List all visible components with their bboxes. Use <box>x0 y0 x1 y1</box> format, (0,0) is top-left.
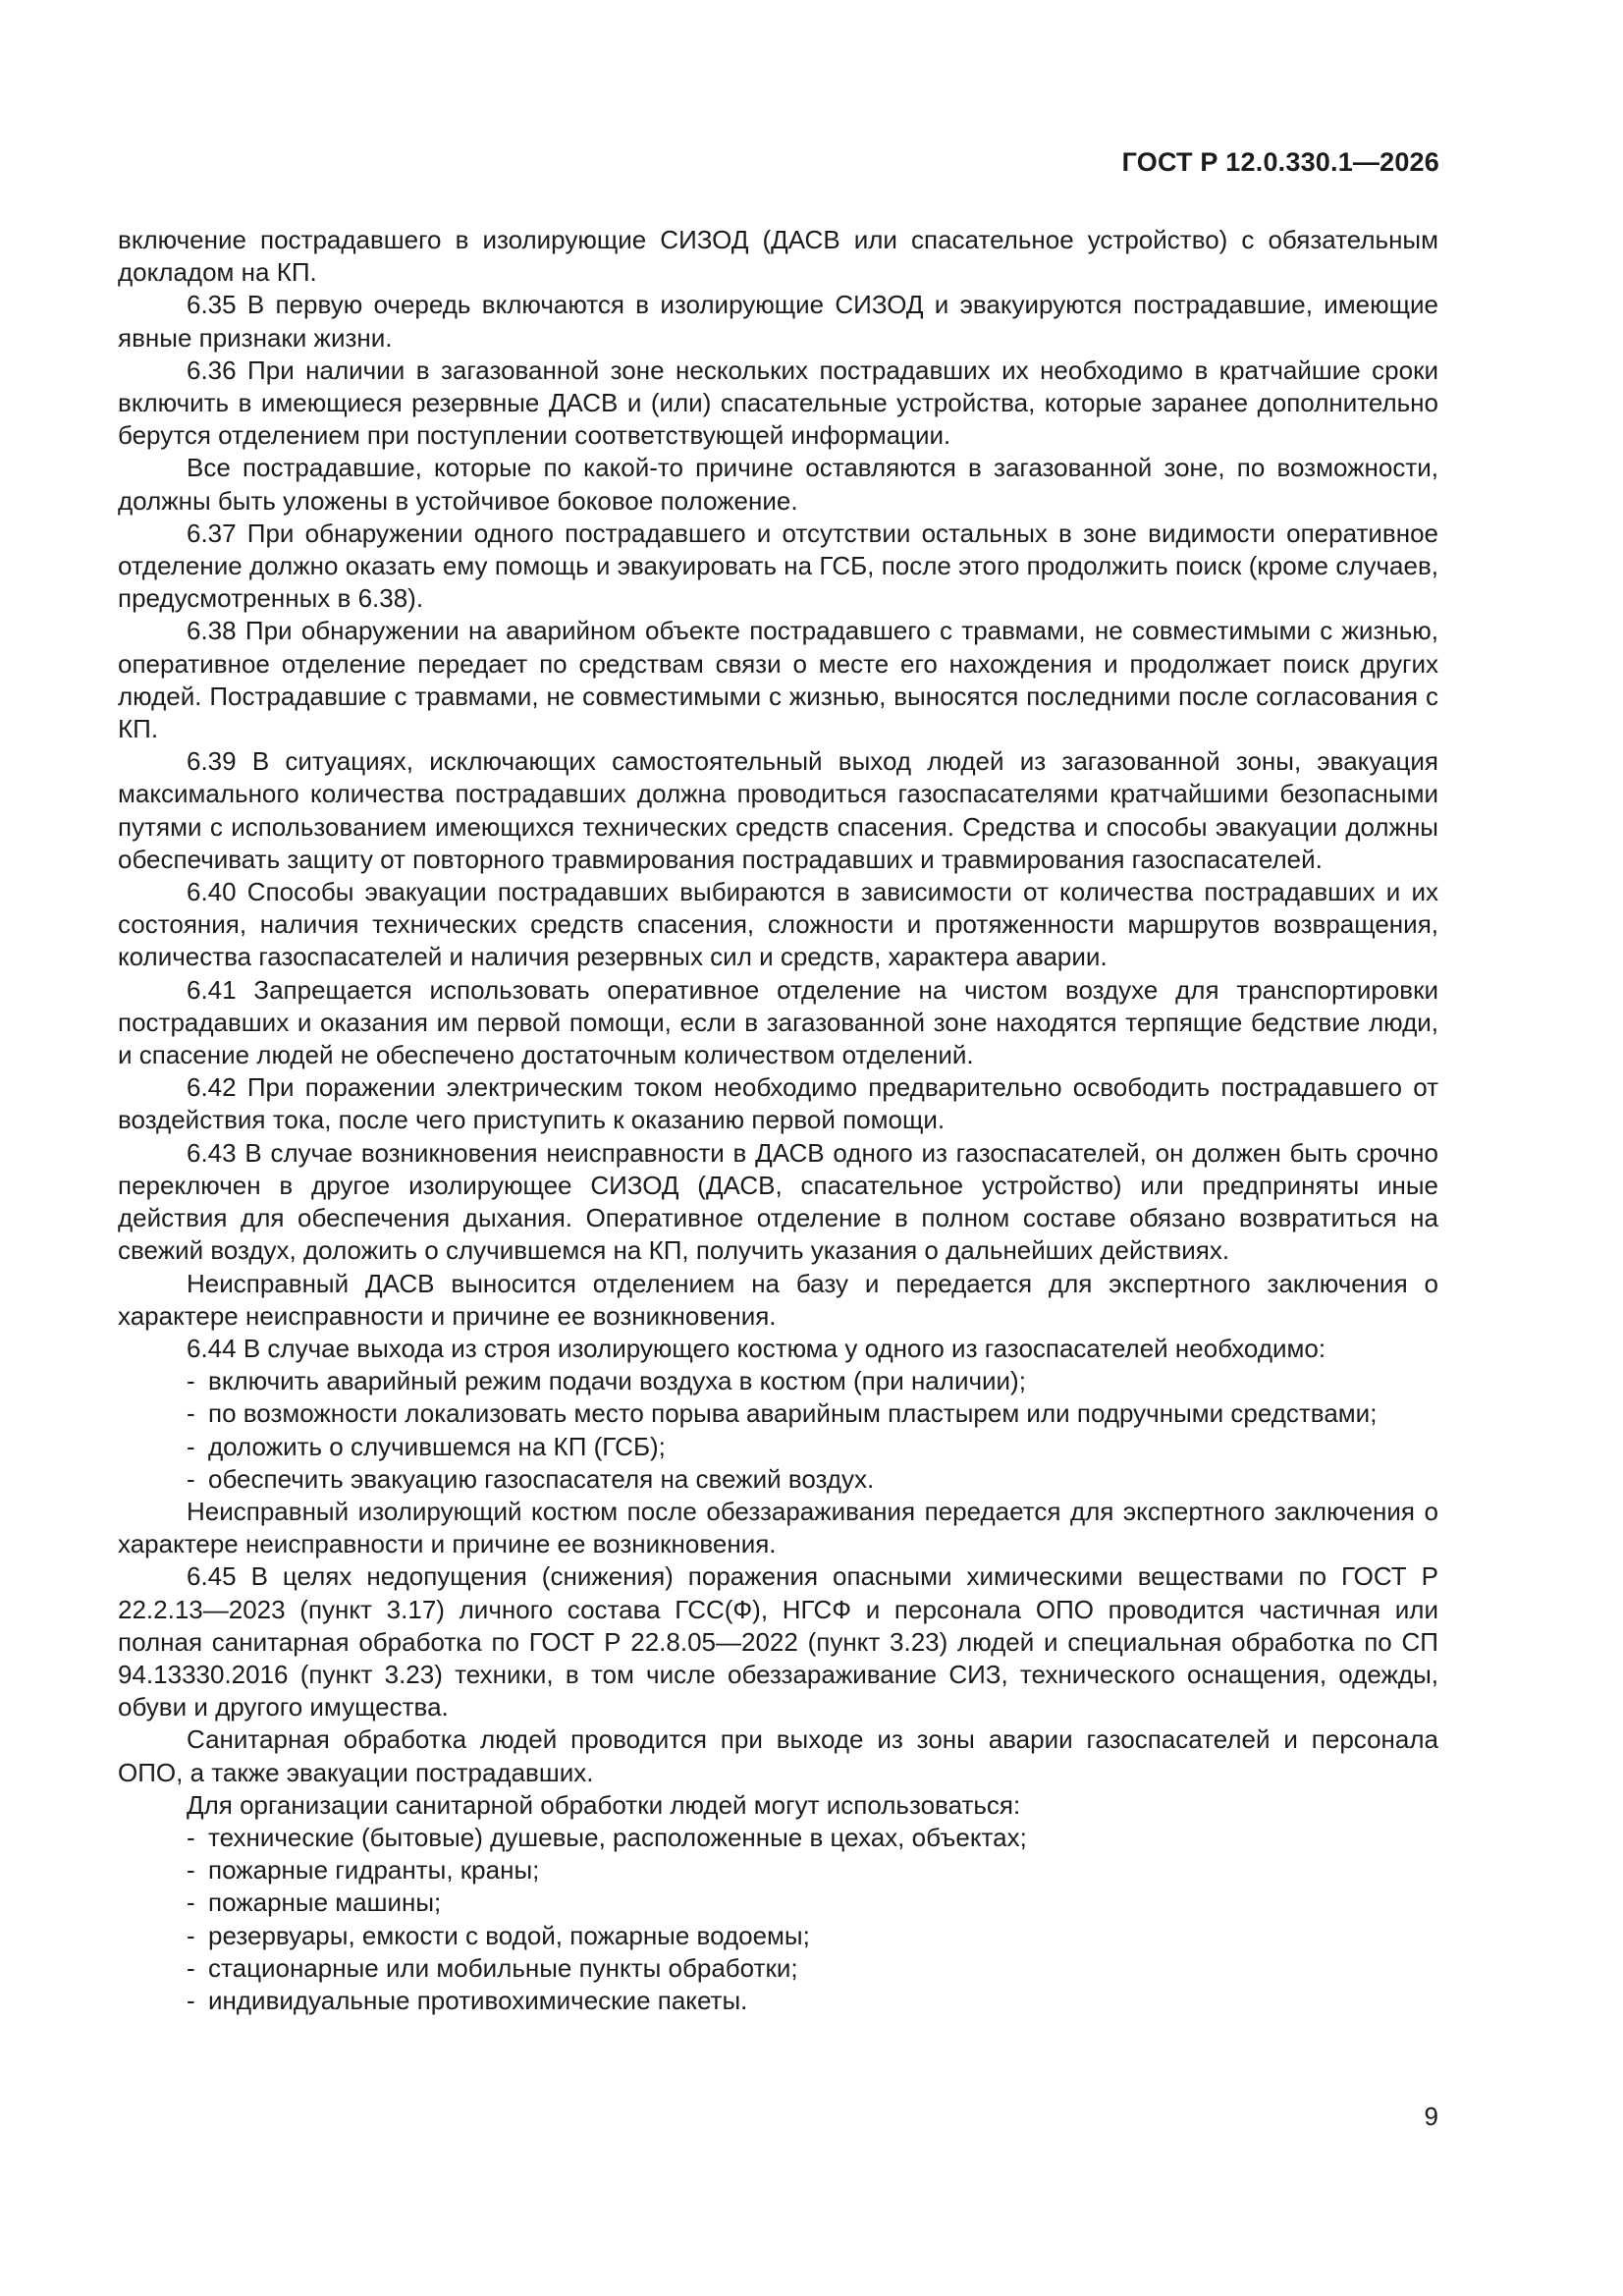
paragraph-6-36-note: Все пострадавшие, которые по какой-то причине оставляются в загазованной зоне, по возможности, должны быть уложены в устойчивое боковое положение. <box>118 453 1438 516</box>
list-marker: - <box>187 1887 195 1918</box>
list-item-text: обеспечить эвакуацию газоспасателя на свежий воздух. <box>208 1463 875 1494</box>
list-marker: - <box>187 1366 195 1396</box>
list-item-text: пожарные машины; <box>208 1887 442 1918</box>
paragraph-6-39: 6.39 В ситуациях, исключающих самостоятельный выход людей из загазованной зоны, эвакуация максимального количества пострадавших должна проводиться газоспасателями кратчайшими безопасными путями с использованием имеющихся технических средств спасения. Средства и способы эвакуации должны обеспечивать защиту от повторного травмирования пострадавших и травмирования газоспасателей. <box>118 746 1438 874</box>
list-item <box>187 1397 1438 1430</box>
paragraph-6-43-note: Неисправный ДАСВ выносится отделением на базу и передается для экспертного заключения о характере неисправности и причине ее возникновения. <box>118 1268 1438 1331</box>
paragraph-6-44-note: Неисправный изолирующий костюм после обеззараживания передается для экспертного заключения о характере неисправности и причине ее возникновения. <box>118 1496 1438 1559</box>
list-item <box>187 1822 1438 1854</box>
list-item <box>187 1431 1438 1463</box>
list-6-44 <box>118 1365 1438 1496</box>
list-item-text: резервуары, емкости с водой, пожарные водоемы; <box>208 1920 810 1950</box>
paragraph-continuation: включение пострадавшего в изолирующие СИЗОД (ДАСВ или спасательное устройство) с обязательным докладом на КП. <box>118 225 1438 288</box>
list-item <box>187 1854 1438 1886</box>
list-item-text: технические (бытовые) душевые, расположенные в цехах, объектах; <box>208 1822 1027 1852</box>
list-marker: - <box>187 1822 195 1852</box>
list-item <box>187 1952 1438 1985</box>
paragraph-6-35: 6.35 В первую очередь включаются в изолирующие СИЗОД и эвакуируются пострадавшие, имеющие явные признаки жизни. <box>118 290 1438 353</box>
paragraph-6-37: 6.37 При обнаружении одного пострадавшего и отсутствии остальных в зоне видимости оперативное отделение должно оказать ему помощь и эвакуировать на ГСБ, после этого продолжить поиск (кроме случаев, предусмотренных в 6.38). <box>118 518 1438 614</box>
list-marker: - <box>187 1855 195 1886</box>
paragraph-6-43: 6.43 В случае возникновения неисправности в ДАСВ одного из газоспасателей, он должен быть срочно переключен в другое изолирующее СИЗОД (ДАСВ, спасательное устройство) или предприняты иные действия для обеспечения дыхания. Оперативное отделение в полном составе обязано возвратиться на свежий воздух, доложить о случившемся на КП, получить указания о дальнейших действиях. <box>118 1137 1438 1266</box>
list-item-text: стационарные или мобильные пункты обработки; <box>208 1952 798 1983</box>
paragraph-6-42: 6.42 При поражении электрическим током необходимо предварительно освободить пострадавшего от воздействия тока, после чего приступить к оказанию первой помощи. <box>118 1072 1438 1135</box>
list-marker: - <box>187 1463 195 1494</box>
list-item-text: доложить о случившемся на КП (ГСБ); <box>208 1431 666 1461</box>
list-marker: - <box>187 1952 195 1983</box>
list-item <box>187 1463 1438 1496</box>
paragraph-6-38: 6.38 При обнаружении на аварийном объекте пострадавшего с травмами, не совместимыми с жизнью, оперативное отделение передает по средствам связи о месте его нахождения и продолжает поиск других людей. Пострадавшие с травмами, не совместимыми с жизнью, выносятся последними после согласования с КП. <box>118 616 1438 744</box>
paragraph-6-45-list-intro: Для организации санитарной обработки людей могут использоваться: <box>187 1789 1021 1820</box>
list-item <box>187 1985 1438 2017</box>
document-code-header: ГОСТ Р 12.0.330.1—2026 <box>1121 147 1439 177</box>
paragraph-6-45-sanitary: Санитарная обработка людей проводится при выходе из зоны аварии газоспасателей и персонала ОПО, а также эвакуации пострадавших. <box>118 1724 1438 1787</box>
list-item-text: включить аварийный режим подачи воздуха в костюм (при наличии); <box>208 1366 1026 1396</box>
list-item <box>187 1920 1438 1952</box>
list-item <box>187 1886 1438 1919</box>
paragraph-6-44: 6.44 В случае выхода из строя изолирующего костюма у одного из газоспасателей необходимо: <box>187 1333 1326 1363</box>
list-item-text: пожарные гидранты, краны; <box>208 1855 540 1886</box>
page-number: 9 <box>1424 2102 1438 2131</box>
paragraph-6-36: 6.36 При наличии в загазованной зоне нескольких пострадавших их необходимо в кратчайшие сроки включить в имеющиеся резервные ДАСВ и (или) спасательные устройства, которые заранее дополнительно берутся отделением при поступлении соответствующей информации. <box>118 355 1438 451</box>
paragraph-6-41: 6.41 Запрещается использовать оперативное отделение на чистом воздухе для транспортировки пострадавших и оказания им первой помощи, если в загазованной зоне находятся терпящие бедствие люди, и спасение людей не обеспечено достаточным количеством отделений. <box>118 974 1438 1070</box>
list-item <box>187 1365 1438 1397</box>
list-item-text: по возможности локализовать место порыва аварийным пластырем или подручными средствами; <box>208 1398 1378 1429</box>
list-marker: - <box>187 1398 195 1429</box>
list-item-text: индивидуальные противохимические пакеты. <box>208 1985 748 2015</box>
list-sanitary-means <box>118 1822 1438 2017</box>
list-marker: - <box>187 1920 195 1950</box>
document-body <box>118 224 1438 2017</box>
paragraph-6-45: 6.45 В целях недопущения (снижения) поражения опасными химическими веществами по ГОСТ Р 22.2.13—2023 (пункт 3.17) личного состава ГСС(Ф), НГСФ и персонала ОПО проводится частичная или полная санитарная обработка по ГОСТ Р 22.8.05—2022 (пункт 3.23) людей и специальная обработка по СП 94.13330.2016 (пункт 3.23) техники, в том числе обеззараживание СИЗ, технического оснащения, одежды, обуви и другого имущества. <box>118 1561 1438 1722</box>
list-marker: - <box>187 1985 195 2015</box>
list-marker: - <box>187 1431 195 1461</box>
paragraph-6-40: 6.40 Способы эвакуации пострадавших выбираются в зависимости от количества пострадавших и их состояния, наличия технических средств спасения, сложности и протяженности маршрутов возвращения, количества газоспасателей и наличия резервных сил и средств, характера аварии. <box>118 877 1438 972</box>
